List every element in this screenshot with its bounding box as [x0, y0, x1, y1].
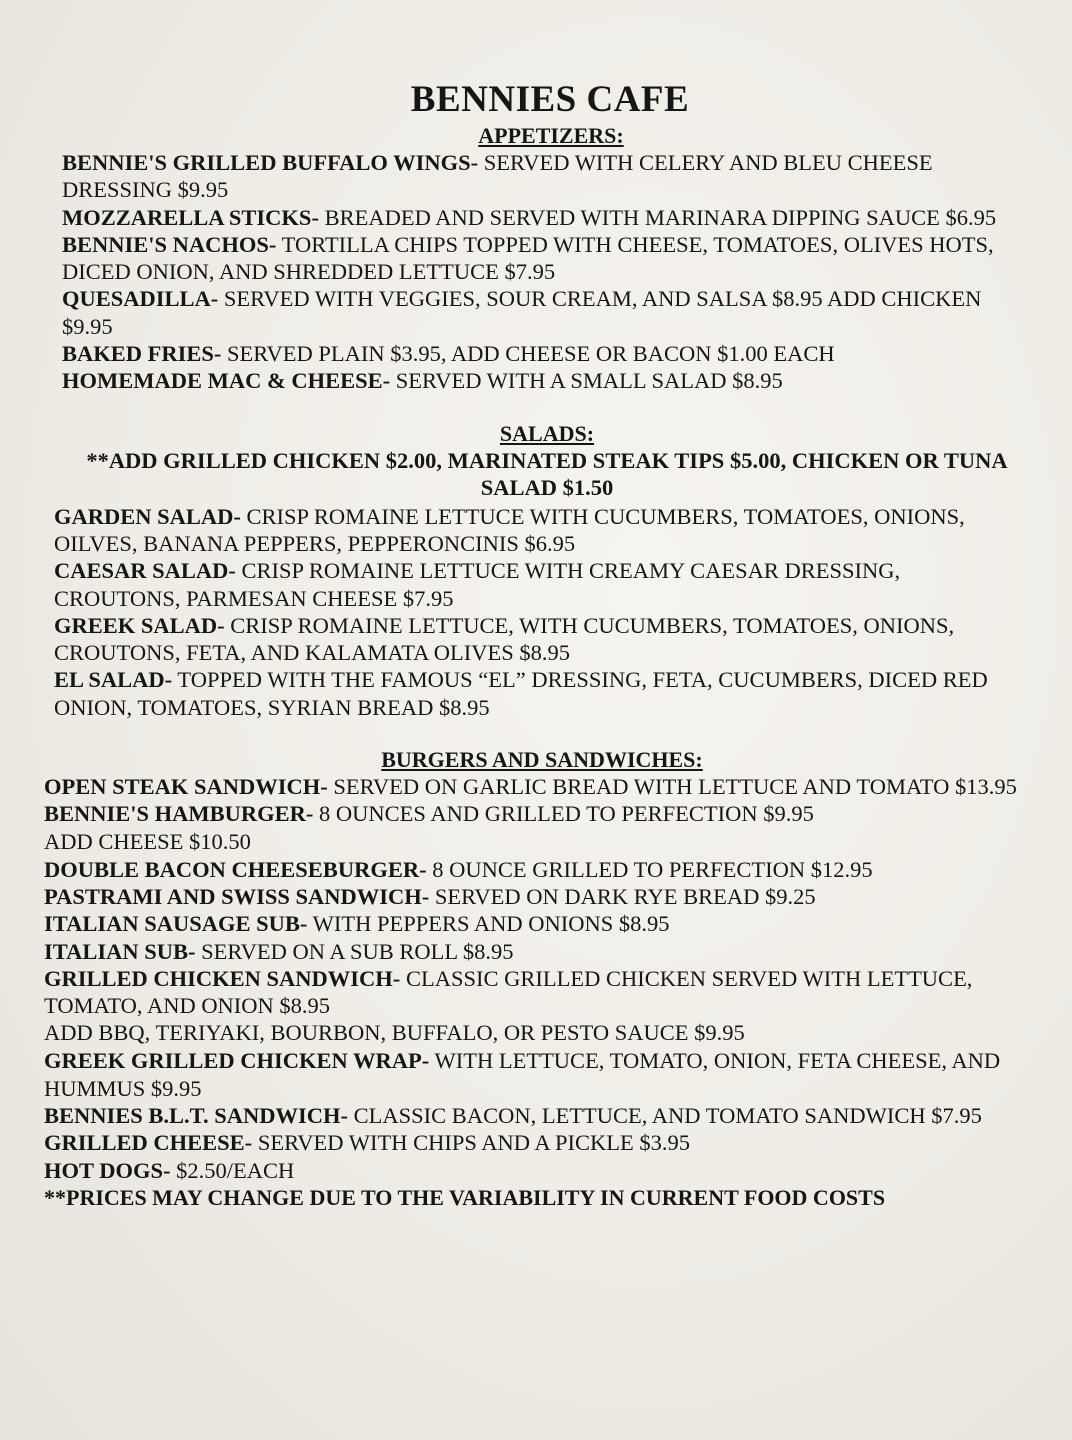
menu-item: [44, 856, 1040, 883]
menu-item: [54, 503, 1040, 558]
menu-item-addon: ADD CHEESE $10.50: [44, 828, 251, 854]
menu-item-name: GREEK GRILLED CHICKEN WRAP-: [44, 1048, 430, 1074]
menu-item-desc: SERVED PLAIN $3.95, ADD CHEESE OR BACON $1.00 EACH: [221, 341, 835, 367]
menu-item-desc: WITH LETTUCE, TOMATO, ONION, FETA CHEESE, AND HUMMUS $9.95: [44, 1048, 1001, 1101]
menu-item-desc: $2.50/EACH: [170, 1157, 295, 1183]
menu-item-name: HOT DOGS-: [44, 1157, 171, 1183]
section-heading-burgers: BURGERS AND SANDWICHES:: [381, 747, 703, 773]
menu-item: [62, 149, 1040, 204]
menu-item: [44, 965, 1040, 1020]
menu-item-desc: CRISP ROMAINE LETTUCE, WITH CUCUMBERS, TOMATOES, ONIONS, CROUTONS, FETA, AND KALAMATA OLIVES $8.95: [54, 612, 955, 666]
menu-item: [62, 231, 1040, 286]
menu-item-desc: CRISP ROMAINE LETTUCE WITH CREAMY CAESAR DRESSING, CROUTONS, PARMESAN CHEESE $7.95: [54, 558, 901, 611]
section-appetizers: [40, 123, 1040, 395]
menu-item-desc: 8 OUNCE GRILLED TO PERFECTION $12.95: [426, 856, 873, 882]
menu-item-name: BAKED FRIES-: [62, 341, 222, 367]
section-salads: [40, 421, 1040, 721]
menu-item: [54, 666, 1040, 721]
menu-item-name: PASTRAMI AND SWISS SANDWICH-: [44, 883, 430, 909]
menu-item-desc: SERVED WITH VEGGIES, SOUR CREAM, AND SALSA $8.95 ADD CHICKEN $9.95: [62, 286, 982, 339]
menu-item-name: MOZZARELLA STICKS-: [62, 204, 319, 230]
menu-item-desc: CLASSIC GRILLED CHICKEN SERVED WITH LETTUCE, TOMATO, AND ONION $8.95: [44, 965, 973, 1019]
menu-content: [40, 78, 1040, 1238]
menu-item: [62, 285, 1040, 340]
menu-item: [62, 340, 1040, 367]
menu-item: [44, 1047, 1040, 1102]
menu-item-desc: WITH PEPPERS AND ONIONS $8.95: [307, 911, 670, 937]
page-title: BENNIES CAFE: [410, 79, 690, 120]
menu-item-desc: CRISP ROMAINE LETTUCE WITH CUCUMBERS, TOMATOES, ONIONS, OILVES, BANANA PEPPERS, PEPPERONCINIS $6.95: [54, 503, 965, 556]
section-burgers-sandwiches: [40, 747, 1040, 1212]
salad-addon-note: **ADD GRILLED CHICKEN $2.00, MARINATED STEAK TIPS $5.00, CHICKEN OR TUNA SALAD $1.50: [86, 447, 1008, 500]
menu-item-desc: SERVED WITH CELERY AND BLEU CHEESE DRESSING $9.95: [62, 150, 933, 203]
menu-item: [44, 773, 1040, 800]
menu-item-desc: SERVED WITH A SMALL SALAD $8.95: [390, 368, 783, 394]
menu-item-name: GARDEN SALAD-: [54, 503, 241, 529]
menu-item-desc: SERVED ON GARLIC BREAD WITH LETTUCE AND TOMATO $13.95: [327, 774, 1017, 800]
menu-item-desc: TOPPED WITH THE FAMOUS “EL” DRESSING, FETA, CUCUMBERS, DICED RED ONION, TOMATOES, SYRIAN BREAD $8.95: [54, 667, 988, 720]
menu-item-name: BENNIE'S NACHOS-: [62, 231, 277, 257]
menu-item: [62, 204, 1040, 231]
menu-item: [62, 367, 1040, 394]
menu-item-name: QUESADILLA-: [62, 286, 219, 312]
menu-item-desc: SERVED ON DARK RYE BREAD $9.25: [429, 883, 816, 909]
menu-item: [54, 612, 1040, 667]
menu-item: [44, 1129, 1040, 1156]
menu-item-desc: SERVED WITH CHIPS AND A PICKLE $3.95: [252, 1130, 691, 1156]
menu-item: [44, 883, 1040, 910]
menu-item-desc: CLASSIC BACON, LETTUCE, AND TOMATO SANDWICH $7.95: [348, 1103, 982, 1129]
menu-item-name: ITALIAN SUB-: [44, 938, 196, 964]
menu-item-name: DOUBLE BACON CHEESEBURGER-: [44, 856, 427, 882]
menu-item-name: BENNIE'S HAMBURGER-: [44, 801, 314, 827]
menu-item-name: GREEK SALAD-: [54, 612, 225, 638]
menu-item-name: BENNIES B.L.T. SANDWICH-: [44, 1103, 349, 1129]
menu-item: [44, 910, 1040, 937]
menu-item-desc: 8 OUNCES AND GRILLED TO PERFECTION $9.95: [313, 801, 814, 827]
menu-item: [54, 557, 1040, 612]
menu-item: [44, 1102, 1040, 1129]
menu-item-name: BENNIE'S GRILLED BUFFALO WINGS-: [62, 150, 479, 175]
menu-item: [44, 938, 1040, 965]
menu-item: [44, 800, 1040, 827]
menu-item-name: OPEN STEAK SANDWICH-: [44, 774, 328, 800]
menu-item-name: EL SALAD-: [54, 667, 173, 693]
menu-item-name: ITALIAN SAUSAGE SUB-: [44, 911, 308, 937]
menu-item-desc: BREADED AND SERVED WITH MARINARA DIPPING SAUCE $6.95: [318, 204, 997, 230]
menu-item-name: GRILLED CHICKEN SANDWICH-: [44, 965, 401, 991]
price-disclaimer: **PRICES MAY CHANGE DUE TO THE VARIABILITY IN CURRENT FOOD COSTS: [44, 1184, 886, 1210]
section-heading-salads: SALADS:: [499, 420, 595, 446]
menu-item-name: GRILLED CHEESE-: [44, 1130, 253, 1156]
menu-item-name: HOMEMADE MAC & CHEESE-: [62, 368, 391, 394]
menu-item: [44, 1157, 1040, 1184]
menu-item-name: CAESAR SALAD-: [54, 558, 236, 584]
menu-item-addon: ADD BBQ, TERIYAKI, BOURBON, BUFFALO, OR PESTO SAUCE $9.95: [44, 1020, 745, 1046]
menu-item-desc: SERVED ON A SUB ROLL $8.95: [195, 938, 514, 964]
menu-item-desc: TORTILLA CHIPS TOPPED WITH CHEESE, TOMATOES, OLIVES HOTS, DICED ONION, AND SHREDDED LETTUCE $7.95: [62, 231, 994, 285]
section-heading-appetizers: APPETIZERS:: [478, 123, 624, 148]
